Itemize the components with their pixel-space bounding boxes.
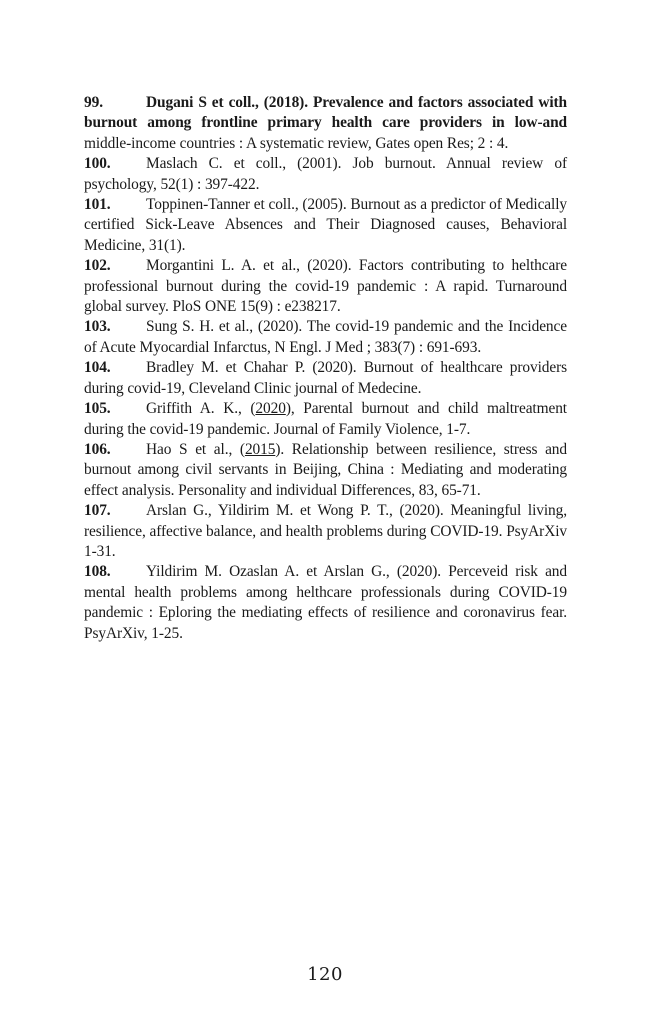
- reference-text: Morgantini L. A. et al., (2020). Factors contributing to helthcare professional burnout during the covid-19 pandemic : A rapid. Turnaround global survey. PloS ONE 15(9) : e238217.: [84, 257, 567, 316]
- reference-102: [84, 256, 567, 317]
- reference-underlined-year: 2015: [244, 440, 276, 458]
- reference-list: [84, 93, 567, 644]
- reference-106: [84, 440, 567, 501]
- reference-number: 101.: [84, 196, 111, 214]
- reference-text: Bradley M. et Chahar P. (2020). Burnout of healthcare providers during covid-19, Cleveland Clinic journal of Medecine.: [84, 359, 567, 397]
- reference-text: ), Parental burnout and child maltreatment during the covid-19 pandemic. Journal of Family Violence, 1-7.: [84, 400, 567, 438]
- reference-underlined-year: 2020: [255, 400, 286, 418]
- reference-number: 99.: [84, 94, 103, 111]
- reference-101: [84, 195, 567, 256]
- reference-text: middle-income countries : A systematic review, Gates open Res; 2 : 4.: [84, 134, 509, 152]
- reference-104: [84, 358, 567, 399]
- reference-number: 108.: [84, 563, 111, 581]
- reference-text-pre: Griffith A. K., (: [146, 400, 256, 418]
- reference-bold-text: Dugani S et coll., (2018). Prevalence and factors associated with burnout among frontline primary health care providers in low-and: [84, 94, 567, 132]
- reference-105: [84, 399, 567, 440]
- reference-text: ). Relationship between resilience, stress and burnout among civil servants in Beijing, China : Mediating and moderating effect analysis. Personality and individual Differences, 83, 65-71.: [84, 440, 567, 499]
- reference-text: Yildirim M. Ozaslan A. et Arslan G., (2020). Perceveid risk and mental health problems among helthcare professionals during COVID-19 pandemic : Eploring the mediating effects of resilience and coronavirus fear. PsyArXiv, 1-25.: [84, 563, 567, 642]
- reference-number: 103.: [84, 318, 111, 336]
- reference-number: 104.: [84, 359, 111, 377]
- reference-text: Sung S. H. et al., (2020). The covid-19 pandemic and the Incidence of Acute Myocardial Infarctus, N Engl. J Med ; 383(7) : 691-693.: [84, 318, 567, 356]
- reference-number: 106.: [84, 440, 111, 458]
- reference-100: [84, 154, 567, 195]
- reference-108: [84, 562, 567, 644]
- reference-number: 102.: [84, 257, 111, 275]
- reference-text: Maslach C. et coll., (2001). Job burnout. Annual review of psychology, 52(1) : 397-422.: [84, 155, 567, 193]
- reference-103: [84, 317, 567, 358]
- page-number: 120: [307, 964, 343, 985]
- reference-number: 100.: [84, 155, 111, 173]
- reference-number: 107.: [84, 502, 111, 520]
- reference-number: 105.: [84, 400, 111, 418]
- reference-99: [84, 93, 567, 154]
- reference-text: Toppinen-Tanner et coll., (2005). Burnout as a predictor of Medically certified Sick-Leave Absences and Their Diagnosed causes, Behavioral Medicine, 31(1).: [84, 196, 567, 254]
- reference-text: Arslan G., Yildirim M. et Wong P. T., (2020). Meaningful living, resilience, affective balance, and health problems during COVID-19. PsyArXiv 1-31.: [84, 502, 567, 560]
- reference-107: [84, 501, 567, 562]
- reference-text-pre: Hao S et al., (: [146, 440, 245, 458]
